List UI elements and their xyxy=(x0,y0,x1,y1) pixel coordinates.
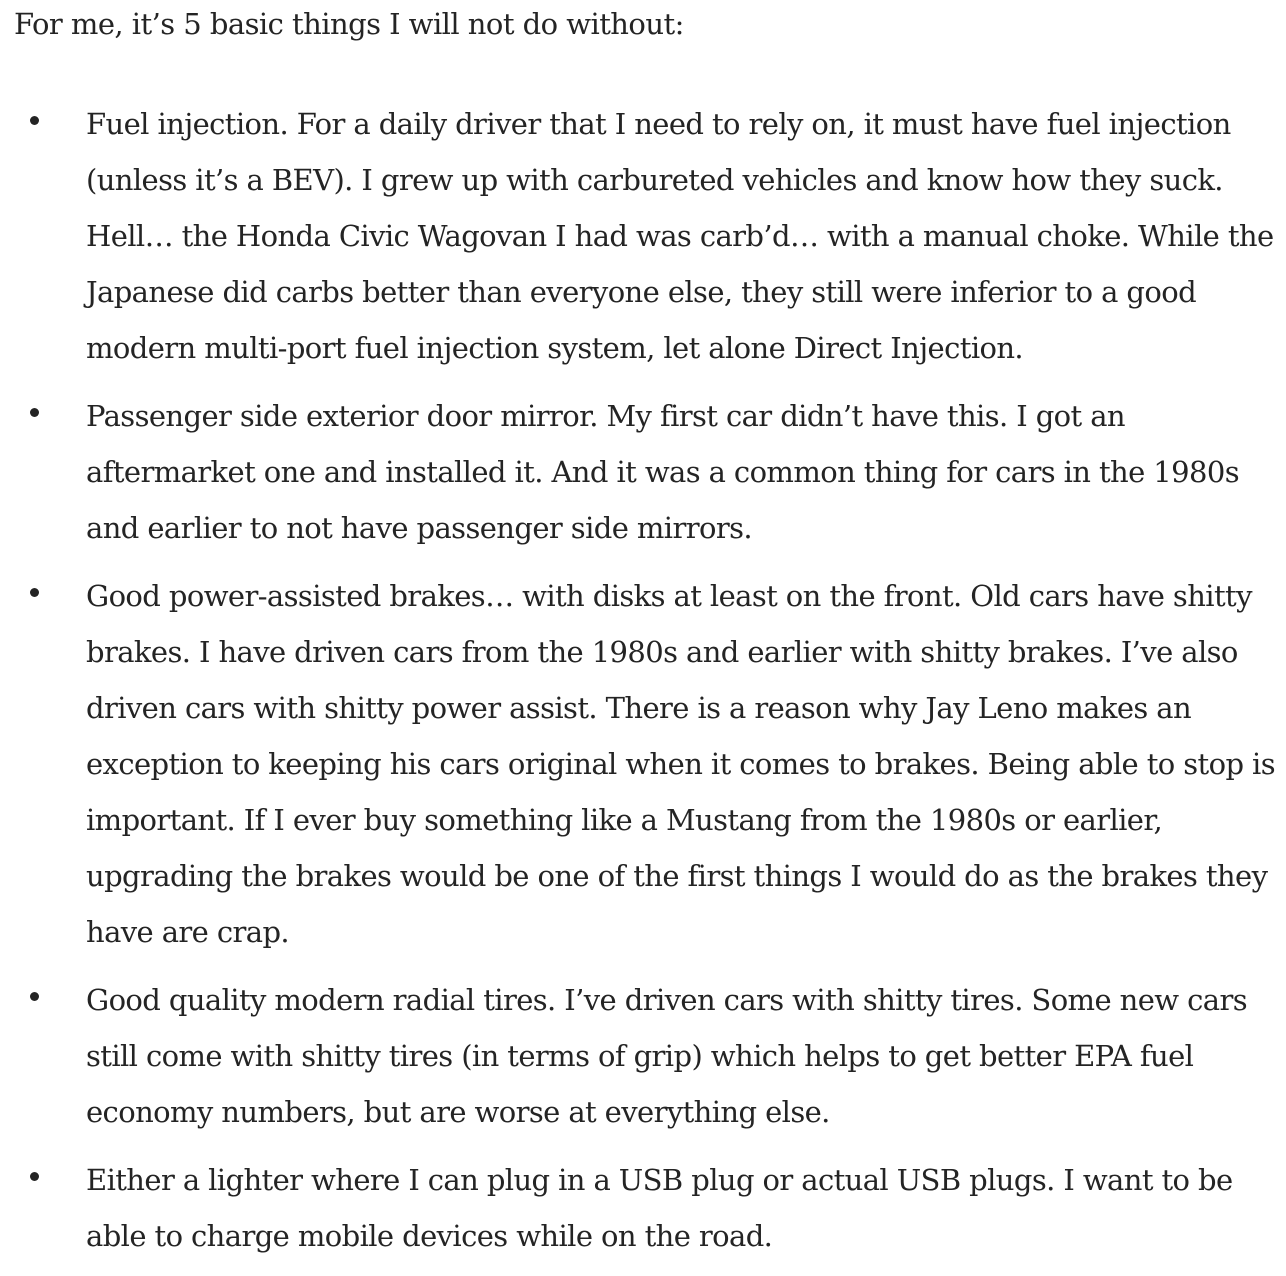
list-item-line: and earlier to not have passenger side mirrors. xyxy=(86,511,753,545)
list-item-line: have are crap. xyxy=(86,915,290,949)
bullet-icon xyxy=(30,408,39,417)
bullet-icon xyxy=(30,1172,39,1181)
list-item-line: brakes. I have driven cars from the 1980s and earlier with shitty brakes. I’ve also xyxy=(86,635,1238,669)
list-item xyxy=(0,1152,1286,1264)
list-item-line: (unless it’s a BEV). I grew up with carbureted vehicles and know how they suck. xyxy=(86,163,1223,197)
list-item-line: important. If I ever buy something like a Mustang from the 1980s or earlier, xyxy=(86,803,1163,837)
list-item xyxy=(0,96,1286,376)
list-item-line: upgrading the brakes would be one of the first things I would do as the brakes they xyxy=(86,859,1268,893)
bullet-icon xyxy=(30,588,39,597)
list-item-line: economy numbers, but are worse at everything else. xyxy=(86,1095,830,1129)
requirements-list xyxy=(0,96,1286,1276)
list-item-line: Good quality modern radial tires. I’ve driven cars with shitty tires. Some new cars xyxy=(86,983,1247,1017)
bullet-icon xyxy=(30,992,39,1001)
list-item-line: Hell… the Honda Civic Wagovan I had was carb’d… with a manual choke. While the xyxy=(86,219,1274,253)
list-item-line: Fuel injection. For a daily driver that I need to rely on, it must have fuel injection xyxy=(86,107,1231,141)
list-item-line: aftermarket one and installed it. And it was a common thing for cars in the 1980s xyxy=(86,455,1239,489)
list-item-line: Either a lighter where I can plug in a USB plug or actual USB plugs. I want to be xyxy=(86,1163,1233,1197)
intro-paragraph: For me, it’s 5 basic things I will not do without: xyxy=(14,7,684,41)
list-item-line: exception to keeping his cars original when it comes to brakes. Being able to stop is xyxy=(86,747,1275,781)
list-item-line: Passenger side exterior door mirror. My first car didn’t have this. I got an xyxy=(86,399,1125,433)
list-item-line: still come with shitty tires (in terms of grip) which helps to get better EPA fuel xyxy=(86,1039,1194,1073)
bullet-icon xyxy=(30,116,39,125)
list-item xyxy=(0,388,1286,556)
list-item-line: able to charge mobile devices while on the road. xyxy=(86,1219,773,1253)
list-item xyxy=(0,972,1286,1140)
list-item-line: modern multi-port fuel injection system, let alone Direct Injection. xyxy=(86,331,1024,365)
list-item-line: Japanese did carbs better than everyone else, they still were inferior to a good xyxy=(86,275,1197,309)
list-item-line: driven cars with shitty power assist. There is a reason why Jay Leno makes an xyxy=(86,691,1192,725)
list-item xyxy=(0,568,1286,960)
list-item-line: Good power-assisted brakes… with disks at least on the front. Old cars have shitty xyxy=(86,579,1252,613)
